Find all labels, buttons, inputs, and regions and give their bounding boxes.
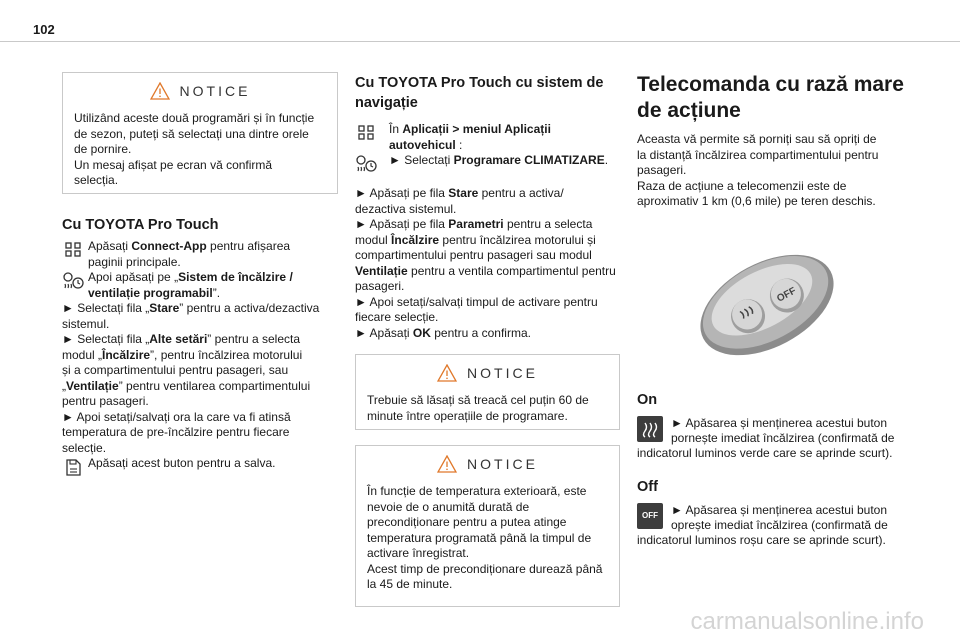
header-divider (0, 41, 960, 42)
instructions: ► Selectați fila „Stare” pentru a activa/dezactiva sistemul. ► Selectați fila „Alte setări” pentru a selecta modul „Încălzire”, pentru încălzirea motorului și a compartimentului pentru pasageri, sau „Ventilație” pentru ventilarea compartimentului pentru pasageri. ► Apoi setați/salvați ora la care va fi atinsă temperatura de pre-încălzire pentru fiecare selecție. (62, 301, 320, 455)
heating-timer-icon (355, 154, 377, 174)
heating-on-icon (637, 416, 663, 442)
warning-icon (437, 455, 457, 473)
instructions-nav: ► Apăsați pe fila Stare pentru a activa/ dezactiva sistemul. ► Apăsați pe fila Parametri pentru a selecta modul Încălzire pentru încălzirea motorului și compartimentului pentru pasageri sau modul Ventilație pentru a ventila compartimentul pentru pasageri. ► Apoi setați/salvați timpul de activare pentru fiecare selecție. ► Apăsați OK pentru a confirma. (355, 186, 616, 340)
notice-title: NOTICE (467, 365, 538, 381)
step-connect-app: Apăsați Connect-App pentru afișarea paginii principale. (62, 239, 338, 270)
remote-control-illustration (687, 240, 847, 370)
notice-text: Utilizând aceste două programări și în funcție de sezon, puteți să selectați una dintre orele de pornire. Un mesaj afișat pe ecran vă confirmă selecția. (74, 111, 315, 187)
heating-off-icon: OFF (637, 503, 663, 529)
step-climate-program: ► Selectați Programare CLIMATIZARE. (355, 153, 620, 174)
page-title: Telecomanda cu rază mare de acțiune (637, 73, 904, 122)
notice-box-2: NOTICE Trebuie să lăsați să treacă cel puțin 60 de minute între operațiile de programare. (355, 354, 620, 430)
off-description: OFF ► Apăsarea și menținerea acestui buton oprește imediat încălzirea (confirmată de indicatorul luminos roșu care se aprinde scurt). (637, 502, 888, 547)
notice-title: NOTICE (467, 456, 538, 472)
notice-title: NOTICE (179, 83, 251, 99)
step-heating-system: Apoi apăsați pe „Sistem de încălzire / ventilație programabil”. (62, 270, 338, 301)
column-2 (355, 72, 620, 607)
watermark: carmanualsonline.info (690, 608, 924, 635)
save-icon (62, 457, 84, 477)
column-1 (62, 72, 338, 477)
step-save: Apăsați acest buton pentru a salva. (62, 456, 338, 477)
apps-grid-icon (355, 123, 377, 143)
column-3 (637, 72, 907, 549)
remote-off-label: OFF (775, 285, 799, 305)
notice-box (62, 72, 338, 194)
on-description: ► Apăsarea și menținerea acestui buton pornește imediat încălzirea (confirmată de indicatorul luminos verde care se aprinde scurt). (637, 415, 895, 460)
on-heading: On (637, 391, 658, 408)
remote-key-fob (687, 240, 847, 370)
warning-icon (150, 82, 170, 100)
apps-grid-icon (62, 240, 84, 260)
off-heading: Off (637, 478, 658, 495)
section-heading: Cu TOYOTA Pro Touch (62, 217, 219, 233)
notice-box-3: NOTICE În funcție de temperatura exterioară, este nevoie de o anumită durată de precondiționare pentru a putea atinge temperatura programată până la timpul de activare înregistrat. Acest timp de precondiționare durează până la 45 de minute. (355, 445, 620, 607)
section-heading-nav: Cu TOYOTA Pro Touch cu sistem de navigație (355, 75, 604, 111)
intro-text: Aceasta vă permite să porniți sau să opriți de la distanță încălzirea compartimentului pentru pasageri. Raza de acțiune a telecomenzii este de aproximativ 1 km (0,6 mile) pe teren deschis. (637, 132, 879, 208)
page-number: 102 (33, 22, 55, 37)
warning-icon (437, 364, 457, 382)
heating-timer-icon (62, 271, 84, 291)
step-apps-menu: În Aplicații > meniul Aplicații autovehicul : (355, 122, 620, 153)
